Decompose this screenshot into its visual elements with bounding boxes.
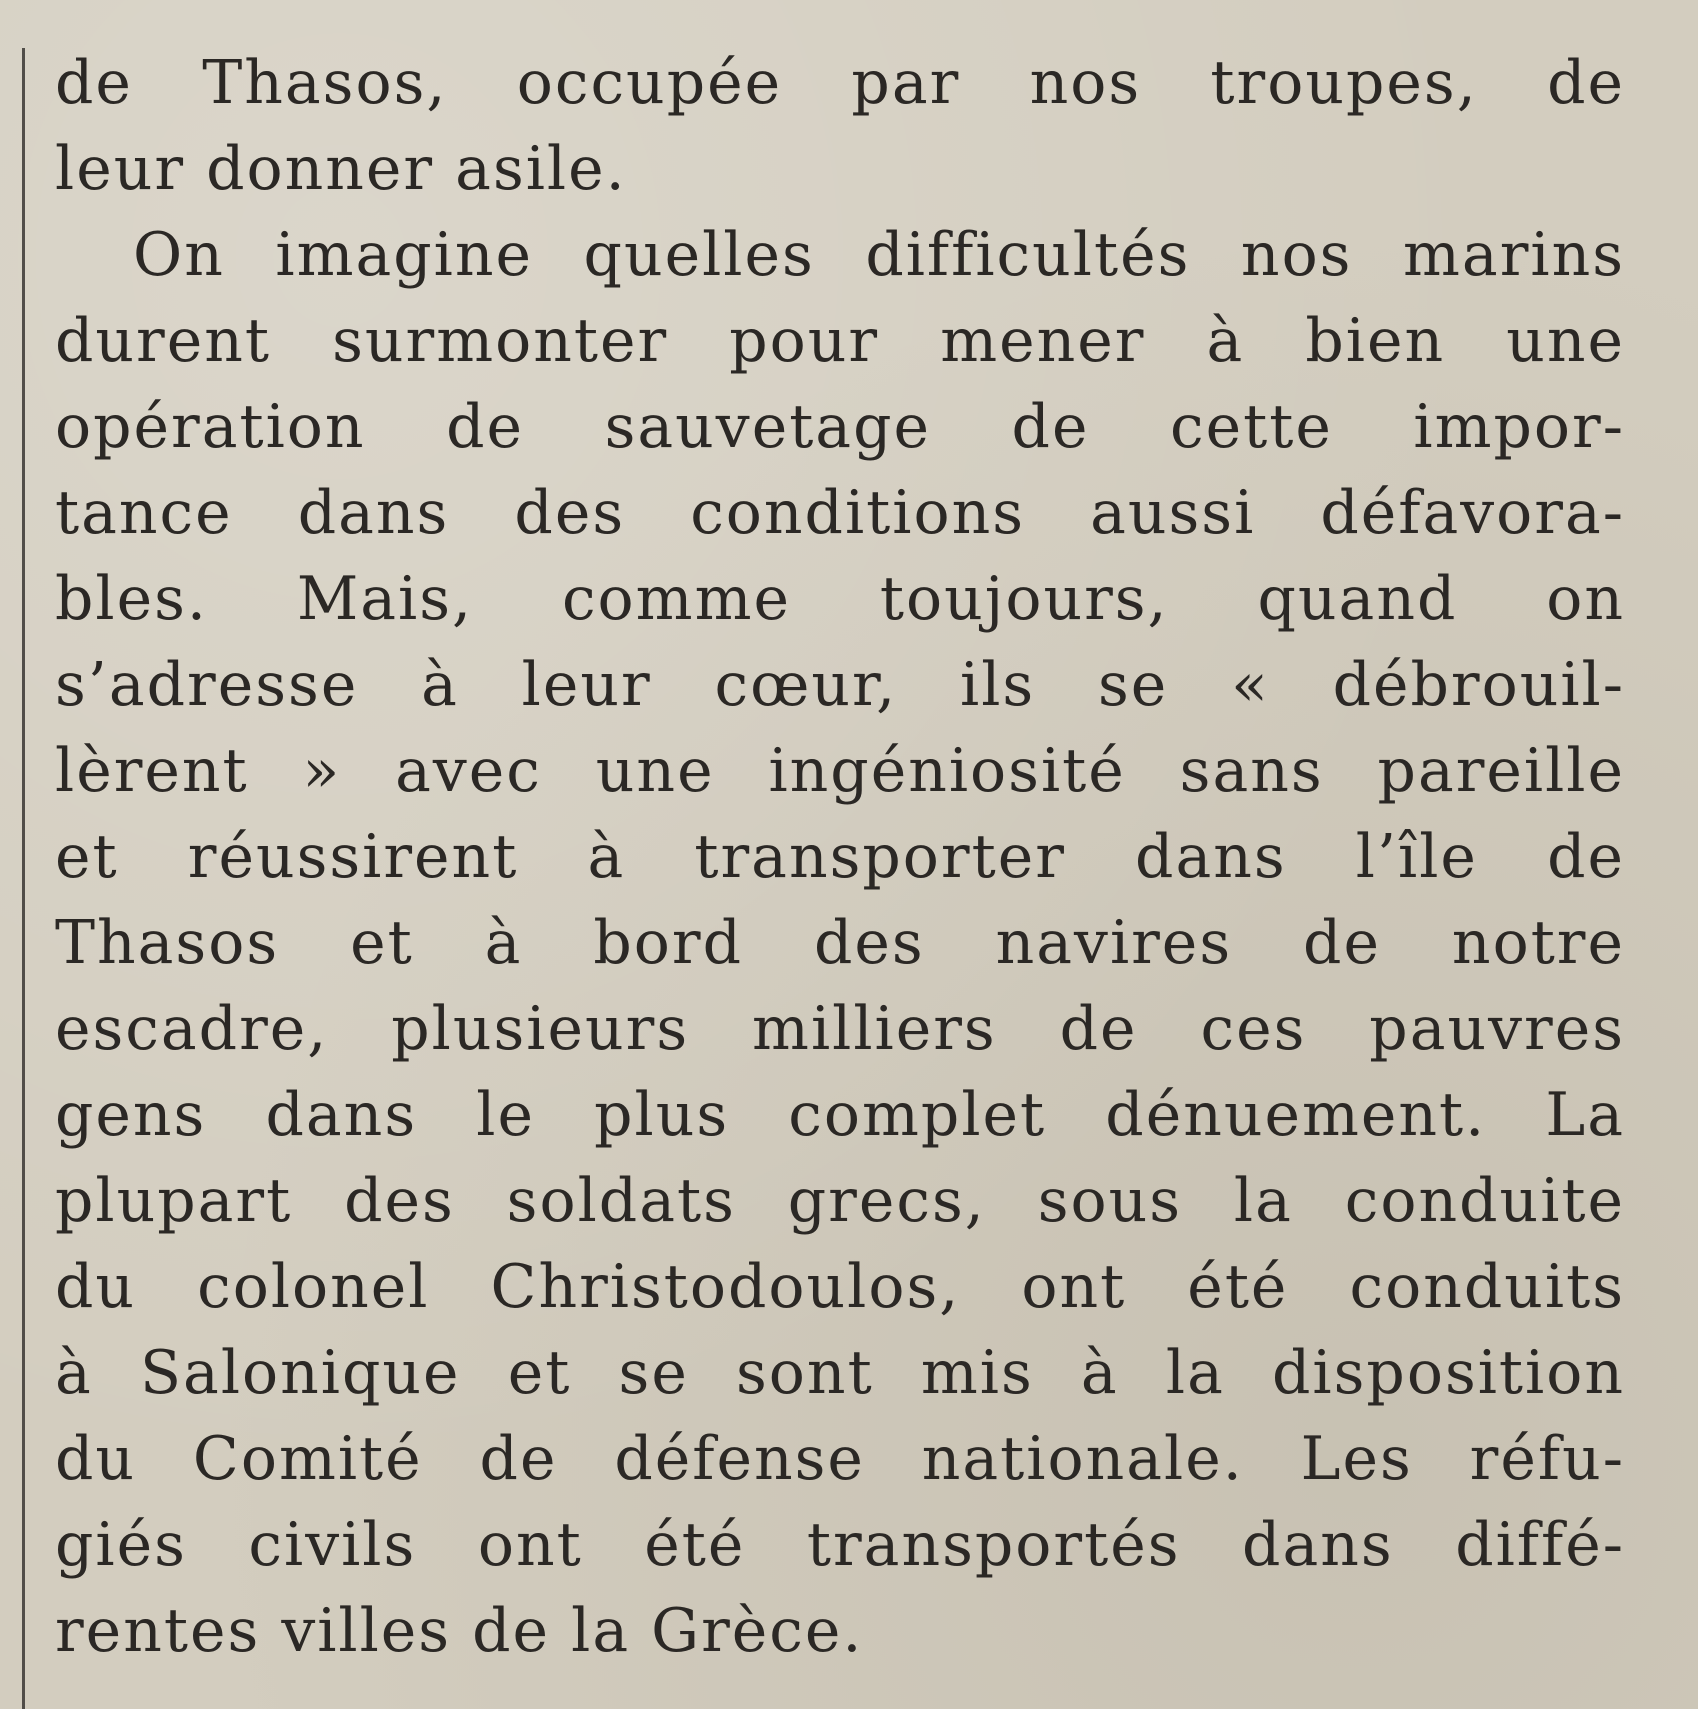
text-line: tance dans des conditions aussi défavora- bbox=[55, 478, 1625, 548]
text-line: escadre, plusieurs milliers de ces pauvres bbox=[55, 994, 1625, 1064]
text-line: plupart des soldats grecs, sous la conduite bbox=[55, 1166, 1625, 1236]
column-rule bbox=[22, 48, 25, 1709]
text-line: On imagine quelles difficultés nos marins bbox=[133, 220, 1625, 290]
text-line: du Comité de défense nationale. Les réfu- bbox=[55, 1424, 1625, 1494]
article-text bbox=[55, 40, 1625, 1674]
text-line: du colonel Christodoulos, ont été conduits bbox=[55, 1252, 1625, 1322]
text-line: s’adresse à leur cœur, ils se « débrouil- bbox=[55, 650, 1625, 720]
text-line: à Salonique et se sont mis à la disposition bbox=[55, 1338, 1625, 1408]
text-line: durent surmonter pour mener à bien une bbox=[55, 306, 1625, 376]
text-line: de Thasos, occupée par nos troupes, de bbox=[55, 48, 1625, 118]
text-line: rentes villes de la Grèce. bbox=[55, 1596, 864, 1666]
text-line: lèrent » avec une ingéniosité sans pareille bbox=[55, 736, 1625, 806]
text-line: giés civils ont été transportés dans diffé- bbox=[55, 1510, 1625, 1580]
text-line: bles. Mais, comme toujours, quand on bbox=[55, 564, 1625, 634]
text-line: et réussirent à transporter dans l’île de bbox=[55, 822, 1625, 892]
text-line: gens dans le plus complet dénuement. La bbox=[55, 1080, 1625, 1150]
text-line: opération de sauvetage de cette impor- bbox=[55, 392, 1625, 462]
text-line: Thasos et à bord des navires de notre bbox=[55, 908, 1625, 978]
text-line: leur donner asile. bbox=[55, 134, 627, 204]
